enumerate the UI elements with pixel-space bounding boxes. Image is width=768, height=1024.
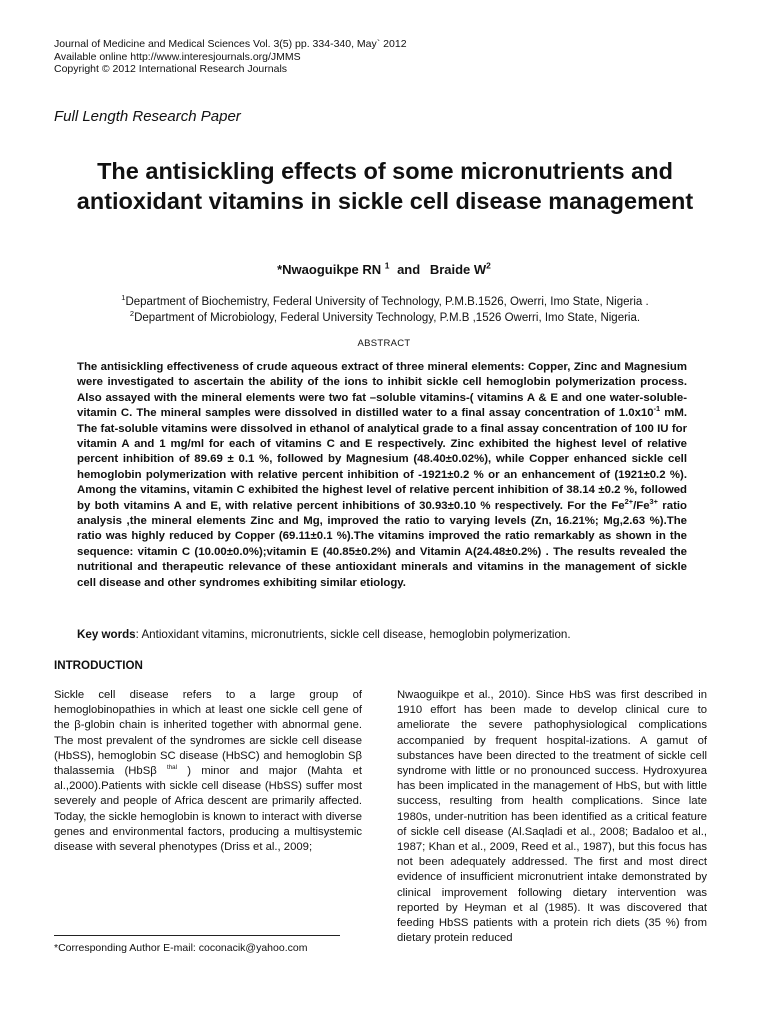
affiliation-2-mark: 2	[129, 309, 135, 319]
affiliation-1-mark: 1	[121, 293, 126, 303]
author-2: Braide W	[429, 262, 487, 277]
keywords	[77, 628, 697, 641]
article-type: Full Length Research Paper	[54, 108, 241, 125]
affiliations	[40, 294, 730, 326]
affiliation-1-text: Department of Biochemistry, Federal University of Technology, P.M.B.1526, Owerri, Imo State, Nigeria .	[125, 296, 649, 308]
online-availability: Available online http://www.interesjournals.org/JMMS	[54, 50, 301, 63]
intro-left-part-2: ) minor and major (Mahta et al.,2000).Patients with sickle cell disease (HbSS) suffer most severely and people of Africa descent are primarily affected. Today, the sickle hemoglobin is known to interact with diverse genes and environmental factors, producing a multisystemic disease with several phenotypes (Driss et al., 2009;	[54, 765, 362, 854]
introduction-left-column	[54, 688, 362, 855]
author-2-affiliation-mark: 2	[486, 260, 491, 271]
affiliation-1	[40, 294, 730, 310]
abstract-heading: ABSTRACT	[357, 338, 411, 349]
copyright-line: Copyright © 2012 International Research Journals	[54, 63, 288, 75]
intro-left-part-1: Sickle cell disease refers to a large group of hemoglobinopathies in which at least one sickle cell gene of the β-globin chain is inherited together with abnormal gene. The most prevalent of the syndromes are sickle cell disease (HbSS), hemoglobin SC disease (HbSC) and hemoglobin Sβ thalassemia (HbSβ	[54, 689, 362, 778]
author-line	[0, 262, 768, 277]
abstract-fe3-superscript: 3+	[649, 496, 658, 506]
introduction-heading: INTRODUCTION	[54, 659, 143, 672]
abstract-exponent: -1	[653, 404, 661, 414]
author-joiner: and	[397, 262, 421, 277]
abstract-fe-slash: /Fe	[633, 499, 650, 512]
abstract-part-2: mM. The fat-soluble vitamins were dissolved in ethanol of analytical grade to a final assay concentration of 100 IU for vitamin A and 1 mg/ml for each of vitamins C and E respectively. Zinc exhibited the highest level of relative percent inhibition of 89.69 ± 0.1 %, followed by Magnesium (48.40±0.02%), while Copper enhanced sickle cell hemoglobin polymerization with relative percent inhibition of -1921±0.2 % or an enhancement of (1921±0.2 %). Among the vitamins, vitamin C exhibited the highest level of relative percent inhibition of 38.14 ±0.2 %, followed by both vitamins A and E, with relative percent inhibitions of 30.93±0.10 % respectively. For the Fe	[77, 407, 687, 512]
affiliation-2	[40, 310, 730, 326]
footnote-divider	[54, 935, 340, 936]
abstract-part-1: The antisickling effectiveness of crude aqueous extract of three mineral elements: Copper, Zinc and Magnesium were investigated to ascertain the ability of the ions to inhibit sickle cell hemoglobin polymerization process. Also assayed with the mineral elements were two fat –soluble vitamins-( vitamins A & E and one water-soluble-vitamin C. The mineral samples were dissolved in distilled water to a final assay concentration of 1.0x10	[77, 361, 687, 420]
introduction-right-column: Nwaoguikpe et al., 2010). Since HbS was first described in 1910 effort has been made to develop clinical cure to ameliorate the severe pathophysiological complications accompanied by frequent hospital-izations. A gamut of substances have been directed to the treatment of sickle cell syndrome with little or no pronounced success. Hydroxyurea has been implicated in the management of HbS, but with little success, resulting from health complications. Since late 1980s, under-nutrition has been identified as a critical feature of sickle cell disease (Al.Saqladi et al., 2008; Badaloo et al., 1987; Khan et al., 2009, Reed et al., 1987), but this focus has not been adequately addressed. The first and most direct evidence of insufficient micronutrient intake demonstrated by clinical improvement following dietary intervention was reported by Heyman et al (1985). It was discovered that feeding HbSS patients with a protein rich diets (35 %) from dietary protein reduced	[397, 689, 707, 945]
journal-citation: Journal of Medicine and Medical Sciences Vol. 3(5) pp. 334-340, May` 2012	[54, 38, 407, 50]
abstract-body	[77, 360, 687, 591]
author-1: *Nwaoguikpe RN	[277, 262, 382, 277]
corresponding-author-footnote: *Corresponding Author E-mail: coconacik@yahoo.com	[54, 942, 308, 954]
author-1-affiliation-mark: 1	[384, 260, 390, 271]
affiliation-2-text: Department of Microbiology, Federal University Technology, P.M.B ,1526 Owerri, Imo State, Nigeria.	[134, 312, 641, 324]
paper-title: The antisickling effects of some micronutrients and antioxidant vitamins in sickle cell disease management	[76, 158, 694, 214]
thal-superscript: thal	[166, 764, 177, 772]
keywords-text: : Antioxidant vitamins, micronutrients, sickle cell disease, hemoglobin polymerization.	[135, 628, 571, 641]
keywords-label: Key words	[77, 628, 136, 641]
abstract-fe2-superscript: 2+	[624, 496, 634, 506]
abstract-part-3: ratio analysis ,the mineral elements Zinc and Mg, improved the ratio to varying levels (Zn, 16.21%; Mg,2.63 %).The ratio was highly reduced by Copper (69.11±0.1 %).The vitamins improved the ratio remarkably as shown in the sequence: vitamin C (10.00±0.0%);vitamin E (40.85±0.2%) and Vitamin A(24.48±0.2%) . The results revealed the nutritional and therapeutic relevance of these antioxidant minerals and vitamins in the management of sickle cell disease and other syndromes exhibiting similar etiology.	[77, 499, 687, 589]
journal-header	[54, 38, 407, 76]
